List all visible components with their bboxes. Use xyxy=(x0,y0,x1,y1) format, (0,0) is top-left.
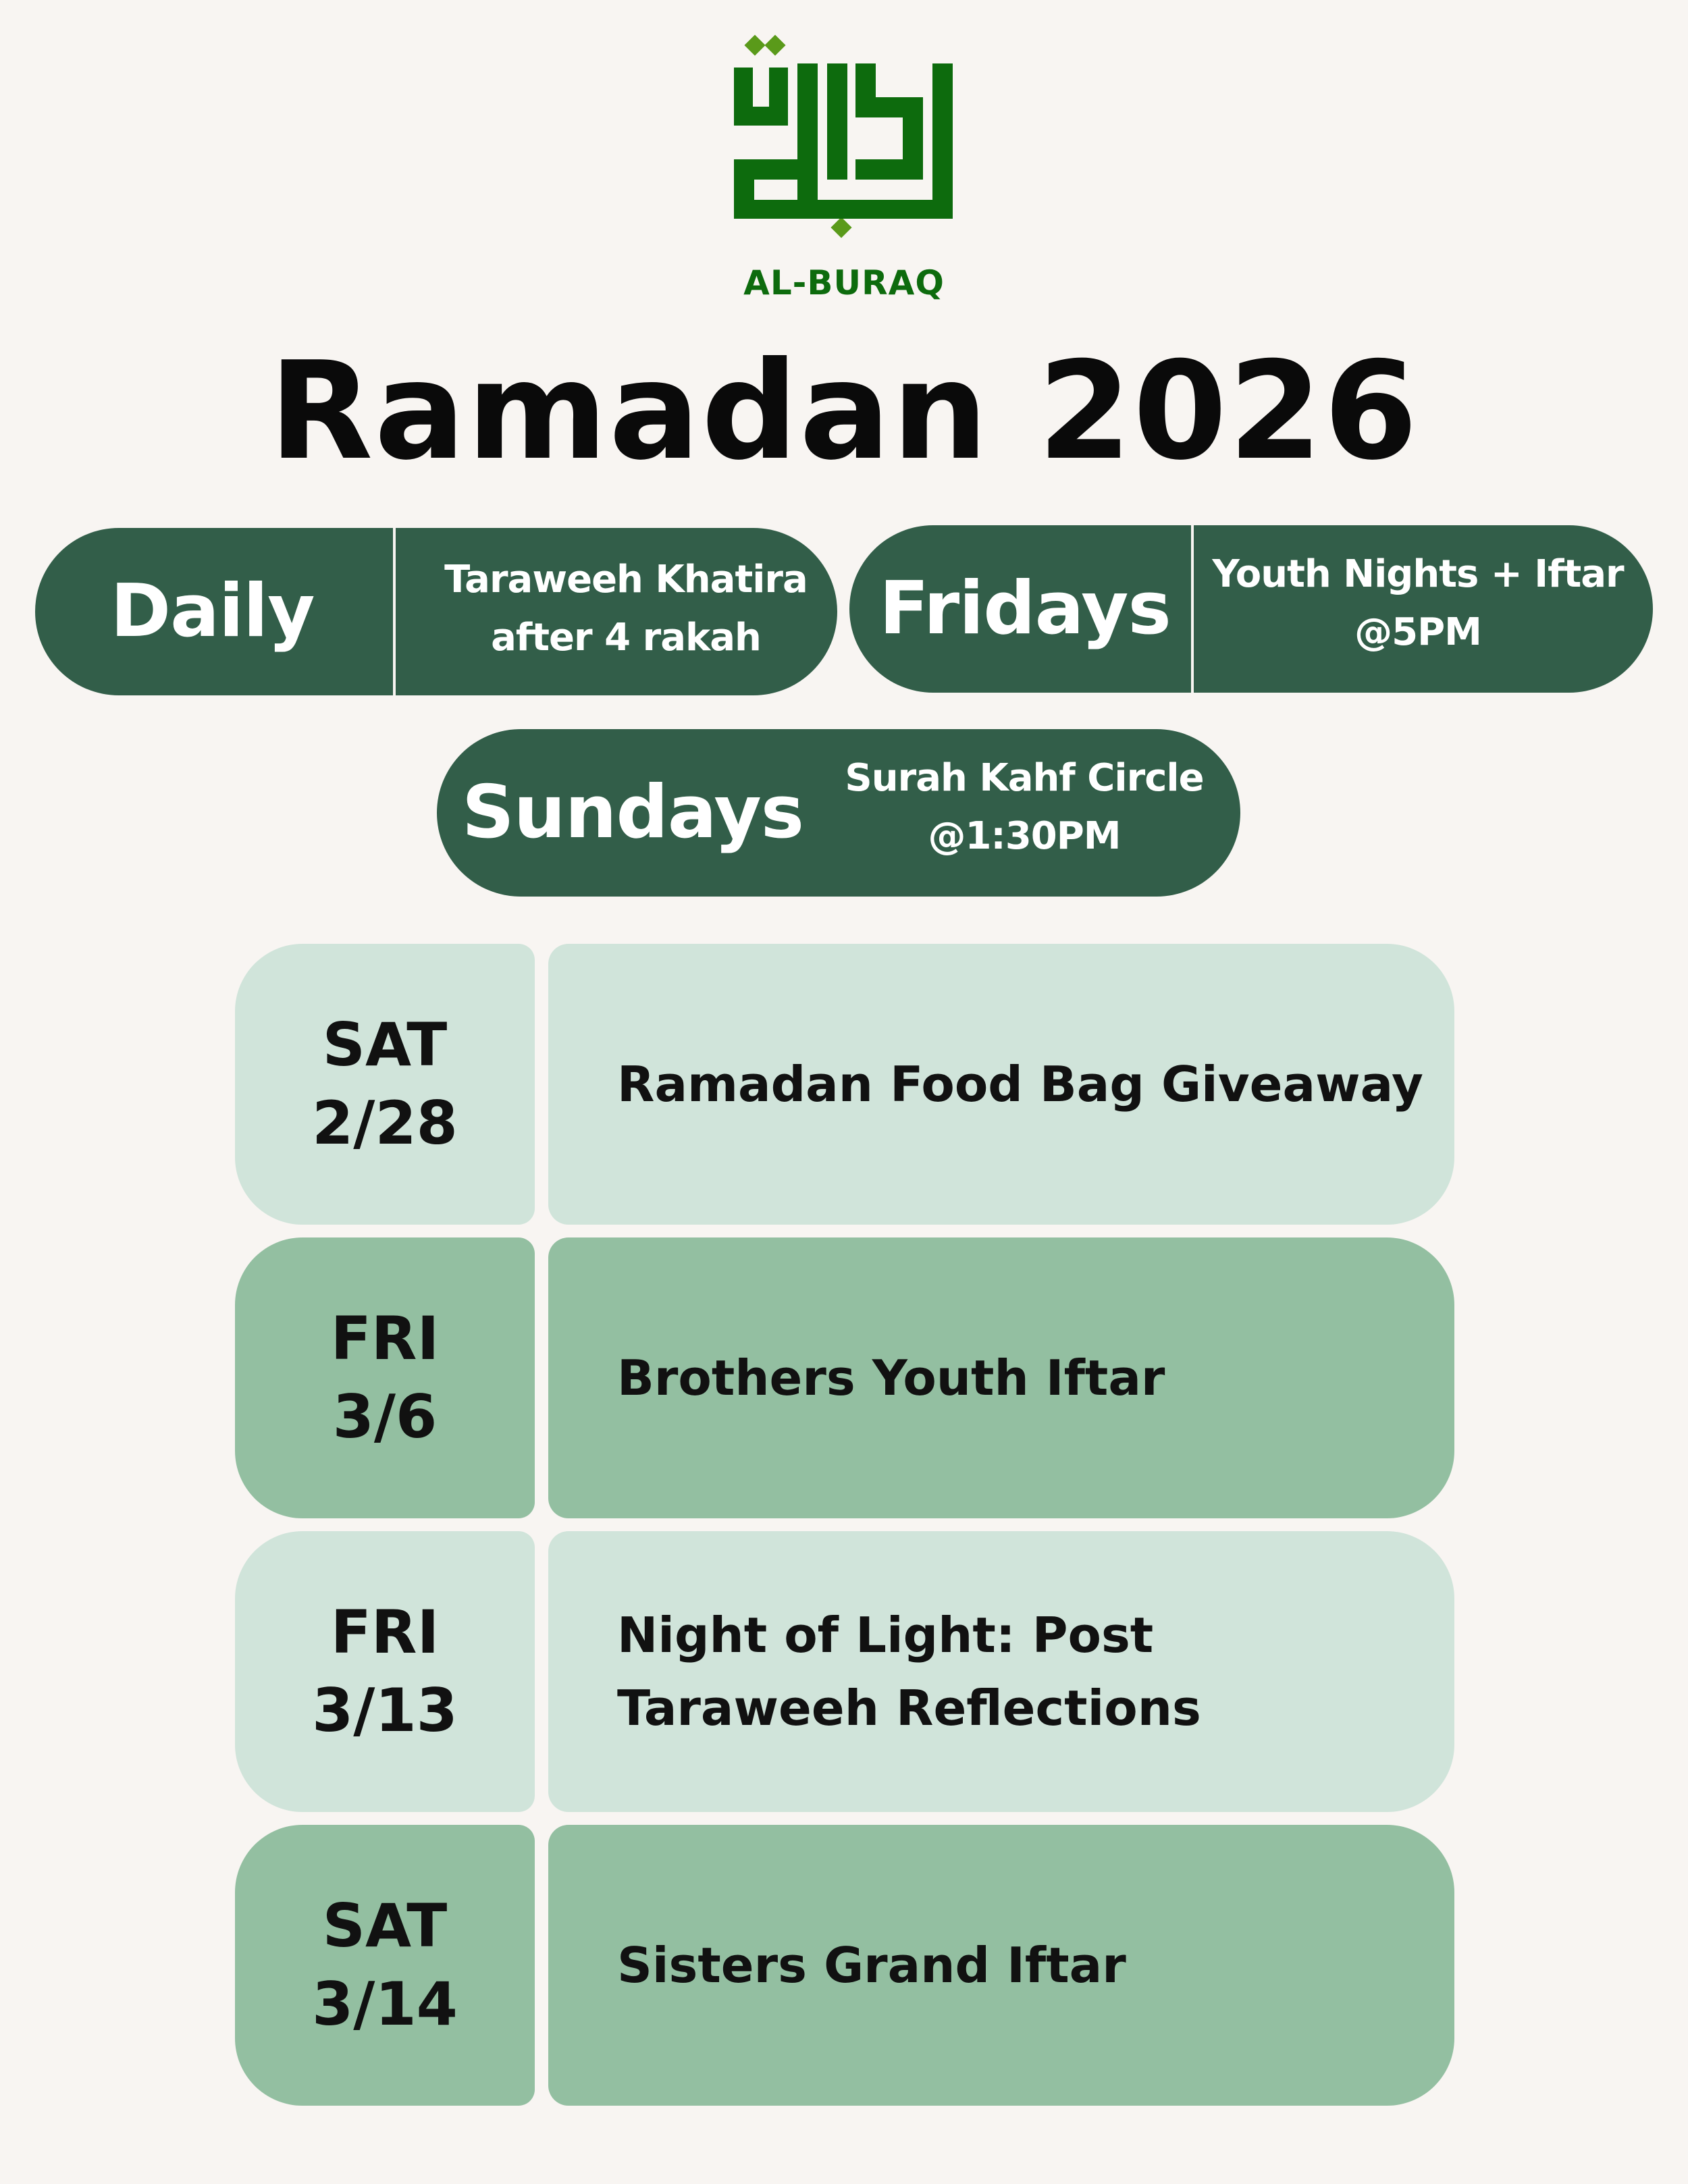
sundays-schedule-pill xyxy=(437,729,1240,897)
kufic-calligraphy-icon xyxy=(733,34,955,263)
event-date-value: 3/14 xyxy=(312,1969,458,2039)
sundays-description xyxy=(815,724,1234,891)
event-date-value: 3/13 xyxy=(312,1676,458,1745)
daily-description-line2: after 4 rakah xyxy=(491,616,761,660)
event-date-value: 2/28 xyxy=(312,1088,458,1158)
event-title xyxy=(548,944,1454,1225)
event-weekday: FRI xyxy=(330,1597,440,1667)
event-title xyxy=(548,1237,1454,1518)
page-title: Ramadan 2026 xyxy=(269,333,1419,490)
pill-divider xyxy=(1191,525,1194,693)
sundays-label: Sundays xyxy=(461,770,804,855)
fridays-description-line2: @5PM xyxy=(1354,610,1481,654)
al-buraq-logo xyxy=(733,34,955,304)
daily-description xyxy=(400,525,852,693)
sundays-description-line2: @1:30PM xyxy=(928,814,1121,858)
event-weekday: SAT xyxy=(322,1891,448,1961)
event-title-line1: Sisters Grand Iftar xyxy=(617,1937,1126,1994)
fridays-description xyxy=(1195,520,1641,687)
event-weekday: FRI xyxy=(330,1304,440,1373)
event-title xyxy=(548,1825,1454,2106)
event-date xyxy=(235,1531,535,1812)
fridays-label: Fridays xyxy=(879,566,1171,651)
daily-description-line1: Taraweeh Khatira xyxy=(444,558,808,602)
pill-divider xyxy=(393,528,396,695)
event-title-line1: Night of Light: Post xyxy=(617,1607,1154,1663)
fridays-schedule-pill xyxy=(849,525,1653,693)
event-title-line2: Taraweeh Reflections xyxy=(617,1680,1201,1736)
event-date xyxy=(235,1825,535,2106)
sundays-description-line1: Surah Kahf Circle xyxy=(845,756,1204,800)
daily-label: Daily xyxy=(110,569,315,654)
event-date xyxy=(235,944,535,1225)
event-weekday: SAT xyxy=(322,1010,448,1080)
daily-schedule-pill xyxy=(35,528,837,695)
fridays-description-line1: Youth Nights + Iftar xyxy=(1212,552,1624,596)
event-title xyxy=(548,1531,1454,1812)
event-title-line1: Ramadan Food Bag Giveaway xyxy=(617,1056,1423,1113)
event-title-line1: Brothers Youth Iftar xyxy=(617,1350,1165,1406)
logo-wordmark: AL-BURAQ xyxy=(743,263,945,302)
event-date-value: 3/6 xyxy=(332,1382,438,1451)
event-date xyxy=(235,1237,535,1518)
